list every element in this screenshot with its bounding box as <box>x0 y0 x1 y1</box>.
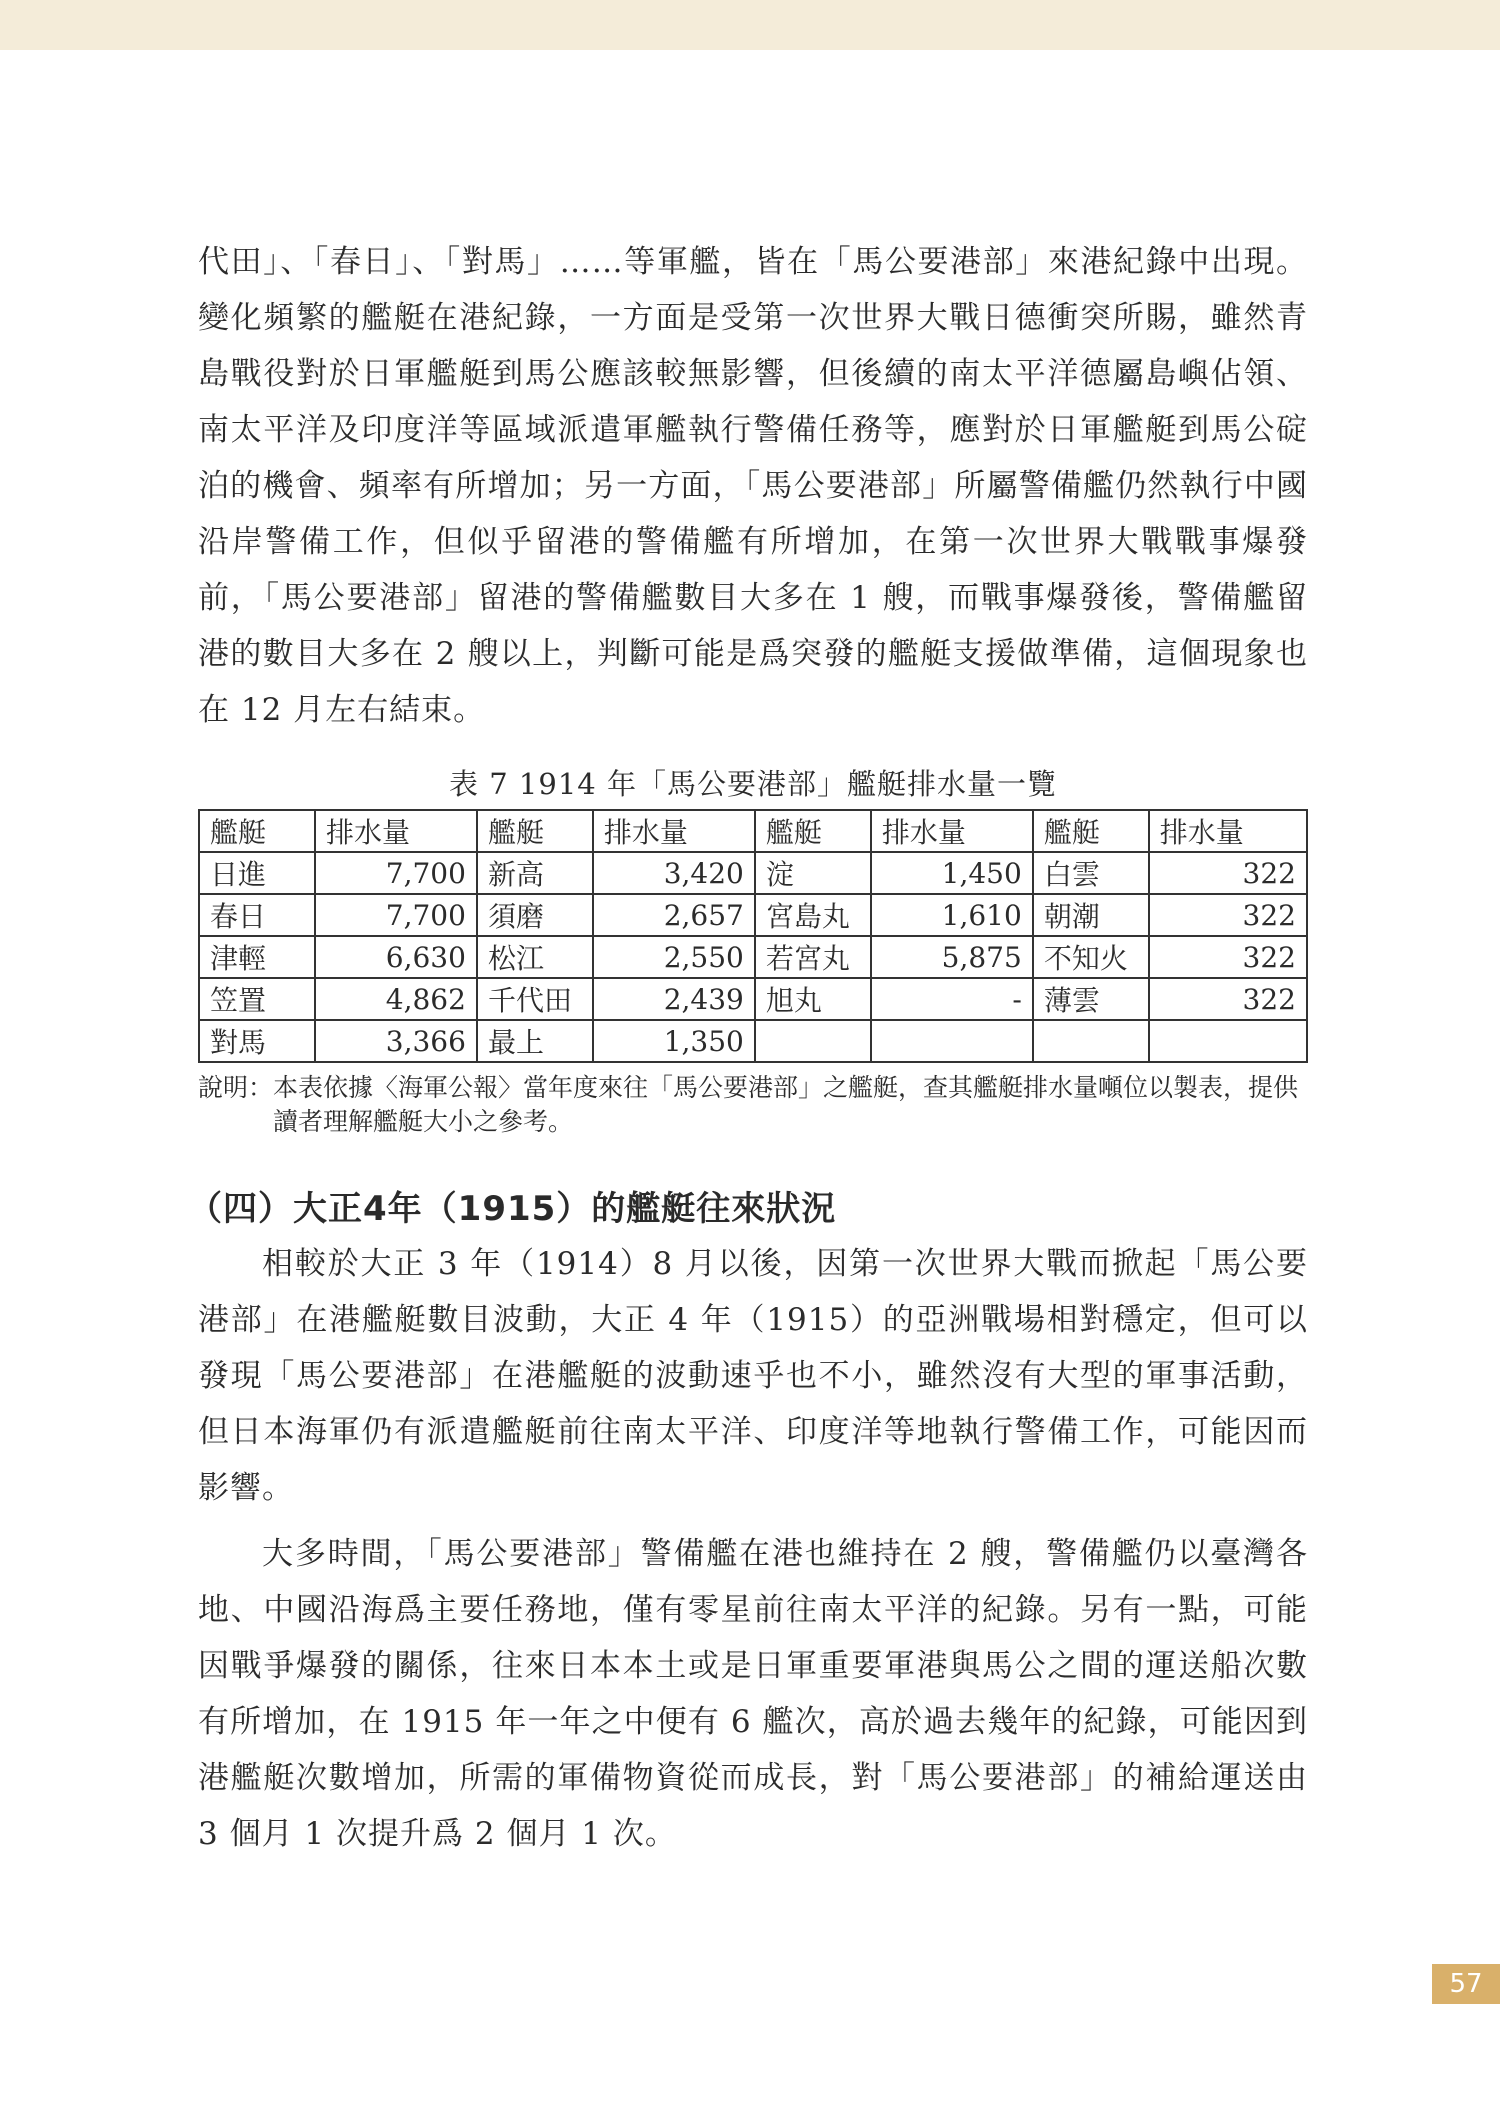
header-cell: 排水量 <box>593 810 755 852</box>
section-heading: （四）大正4年（1915）的艦艇往來狀況 <box>188 1189 837 1229</box>
displacement-table <box>198 809 1308 1063</box>
ship-name-cell: 宮島丸 <box>755 894 871 936</box>
ship-name-cell <box>755 1020 871 1062</box>
table-row <box>199 894 1307 936</box>
table-note <box>198 1071 1308 1139</box>
displacement-cell: 3,366 <box>315 1020 477 1062</box>
ship-name-cell: 新高 <box>477 852 593 894</box>
displacement-cell: 322 <box>1149 894 1307 936</box>
displacement-cell: 1,610 <box>871 894 1033 936</box>
ship-name-cell: 淀 <box>755 852 871 894</box>
table-header-row <box>199 810 1307 852</box>
displacement-cell: 7,700 <box>315 852 477 894</box>
top-decorative-band <box>0 0 1500 50</box>
ship-name-cell: 津輕 <box>199 936 315 978</box>
page-number: 57 <box>1432 1964 1500 2004</box>
ship-name-cell: 旭丸 <box>755 978 871 1020</box>
displacement-cell: 3,420 <box>593 852 755 894</box>
page-content <box>188 234 1308 1862</box>
ship-name-cell: 春日 <box>199 894 315 936</box>
table-row <box>199 936 1307 978</box>
body-paragraph: 大多時間，「馬公要港部」警備艦在港也維持在 2 艘，警備艦仍以臺灣各地、中國沿海爲主要任務地，僅有零星前往南太平洋的紀錄。另有一點，可能因戰爭爆發的關係，往來日本本土或是日軍重要軍港與馬公之間的運送船次數有所增加，在 1915 年一年之中便有 6 艦次，高於過去幾年的紀錄，可能因到港艦艇次數增加，所需的軍備物資從而成長，對「馬公要港部」的補給運送由 3 個月 1 次提升爲 2 個月 1 次。 <box>198 1536 1308 1852</box>
displacement-cell: 322 <box>1149 852 1307 894</box>
ship-name-cell: 笠置 <box>199 978 315 1020</box>
ship-name-cell: 對馬 <box>199 1020 315 1062</box>
displacement-cell: 322 <box>1149 936 1307 978</box>
table-note-text: 本表依據〈海軍公報〉當年度來往「馬公要港部」之艦艇，查其艦艇排水量噸位以製表，提供讀者理解艦艇大小之參考。 <box>273 1073 1299 1136</box>
table-row <box>199 1020 1307 1062</box>
ship-name-cell: 不知火 <box>1033 936 1149 978</box>
displacement-cell: 6,630 <box>315 936 477 978</box>
ship-name-cell: 白雲 <box>1033 852 1149 894</box>
ship-name-cell: 日進 <box>199 852 315 894</box>
header-cell: 排水量 <box>1149 810 1307 852</box>
displacement-cell <box>871 1020 1033 1062</box>
table-row <box>199 852 1307 894</box>
header-cell: 排水量 <box>315 810 477 852</box>
displacement-cell: 1,350 <box>593 1020 755 1062</box>
displacement-cell: 7,700 <box>315 894 477 936</box>
ship-name-cell: 千代田 <box>477 978 593 1020</box>
body-paragraph: 代田」、「春日」、「對馬」……等軍艦，皆在「馬公要港部」來港紀錄中出現。變化頻繁的艦艇在港紀錄，一方面是受第一次世界大戰日德衝突所賜，雖然青島戰役對於日軍艦艇到馬公應該較無影響，但後續的南太平洋德屬島嶼佔領、南太平洋及印度洋等區域派遣軍艦執行警備任務等，應對於日軍艦艇到馬公碇泊的機會、頻率有所增加；另一方面，「馬公要港部」所屬警備艦仍然執行中國沿岸警備工作，但似乎留港的警備艦有所增加，在第一次世界大戰戰事爆發前，「馬公要港部」留港的警備艦數目大多在 1 艘，而戰事爆發後，警備艦留港的數目大多在 2 艘以上，判斷可能是爲突發的艦艇支援做準備，這個現象也在 12 月左右結束。 <box>198 244 1308 728</box>
header-cell: 艦艇 <box>755 810 871 852</box>
ship-name-cell: 須磨 <box>477 894 593 936</box>
ship-name-cell: 最上 <box>477 1020 593 1062</box>
displacement-cell: 322 <box>1149 978 1307 1020</box>
header-cell: 艦艇 <box>477 810 593 852</box>
ship-name-cell: 朝潮 <box>1033 894 1149 936</box>
displacement-cell: 1,450 <box>871 852 1033 894</box>
ship-name-cell: 若宮丸 <box>755 936 871 978</box>
table-caption: 表 7 1914 年「馬公要港部」艦艇排水量一覽 <box>449 767 1057 801</box>
header-cell: 艦艇 <box>199 810 315 852</box>
header-cell: 排水量 <box>871 810 1033 852</box>
ship-name-cell <box>1033 1020 1149 1062</box>
displacement-cell: 5,875 <box>871 936 1033 978</box>
displacement-cell: 2,550 <box>593 936 755 978</box>
displacement-cell: - <box>871 978 1033 1020</box>
table-note-label: 說明： <box>198 1073 274 1102</box>
displacement-cell: 2,439 <box>593 978 755 1020</box>
table-row <box>199 978 1307 1020</box>
ship-name-cell: 松江 <box>477 936 593 978</box>
displacement-cell: 2,657 <box>593 894 755 936</box>
displacement-cell: 4,862 <box>315 978 477 1020</box>
header-cell: 艦艇 <box>1033 810 1149 852</box>
body-paragraph: 相較於大正 3 年（1914）8 月以後，因第一次世界大戰而掀起「馬公要港部」在港艦艇數目波動，大正 4 年（1915）的亞洲戰場相對穩定，但可以發現「馬公要港部」在港艦艇的波動速乎也不小，雖然沒有大型的軍事活動，但日本海軍仍有派遣艦艇前往南太平洋、印度洋等地執行警備工作，可能因而影響。 <box>198 1246 1308 1506</box>
ship-name-cell: 薄雲 <box>1033 978 1149 1020</box>
displacement-cell <box>1149 1020 1307 1062</box>
